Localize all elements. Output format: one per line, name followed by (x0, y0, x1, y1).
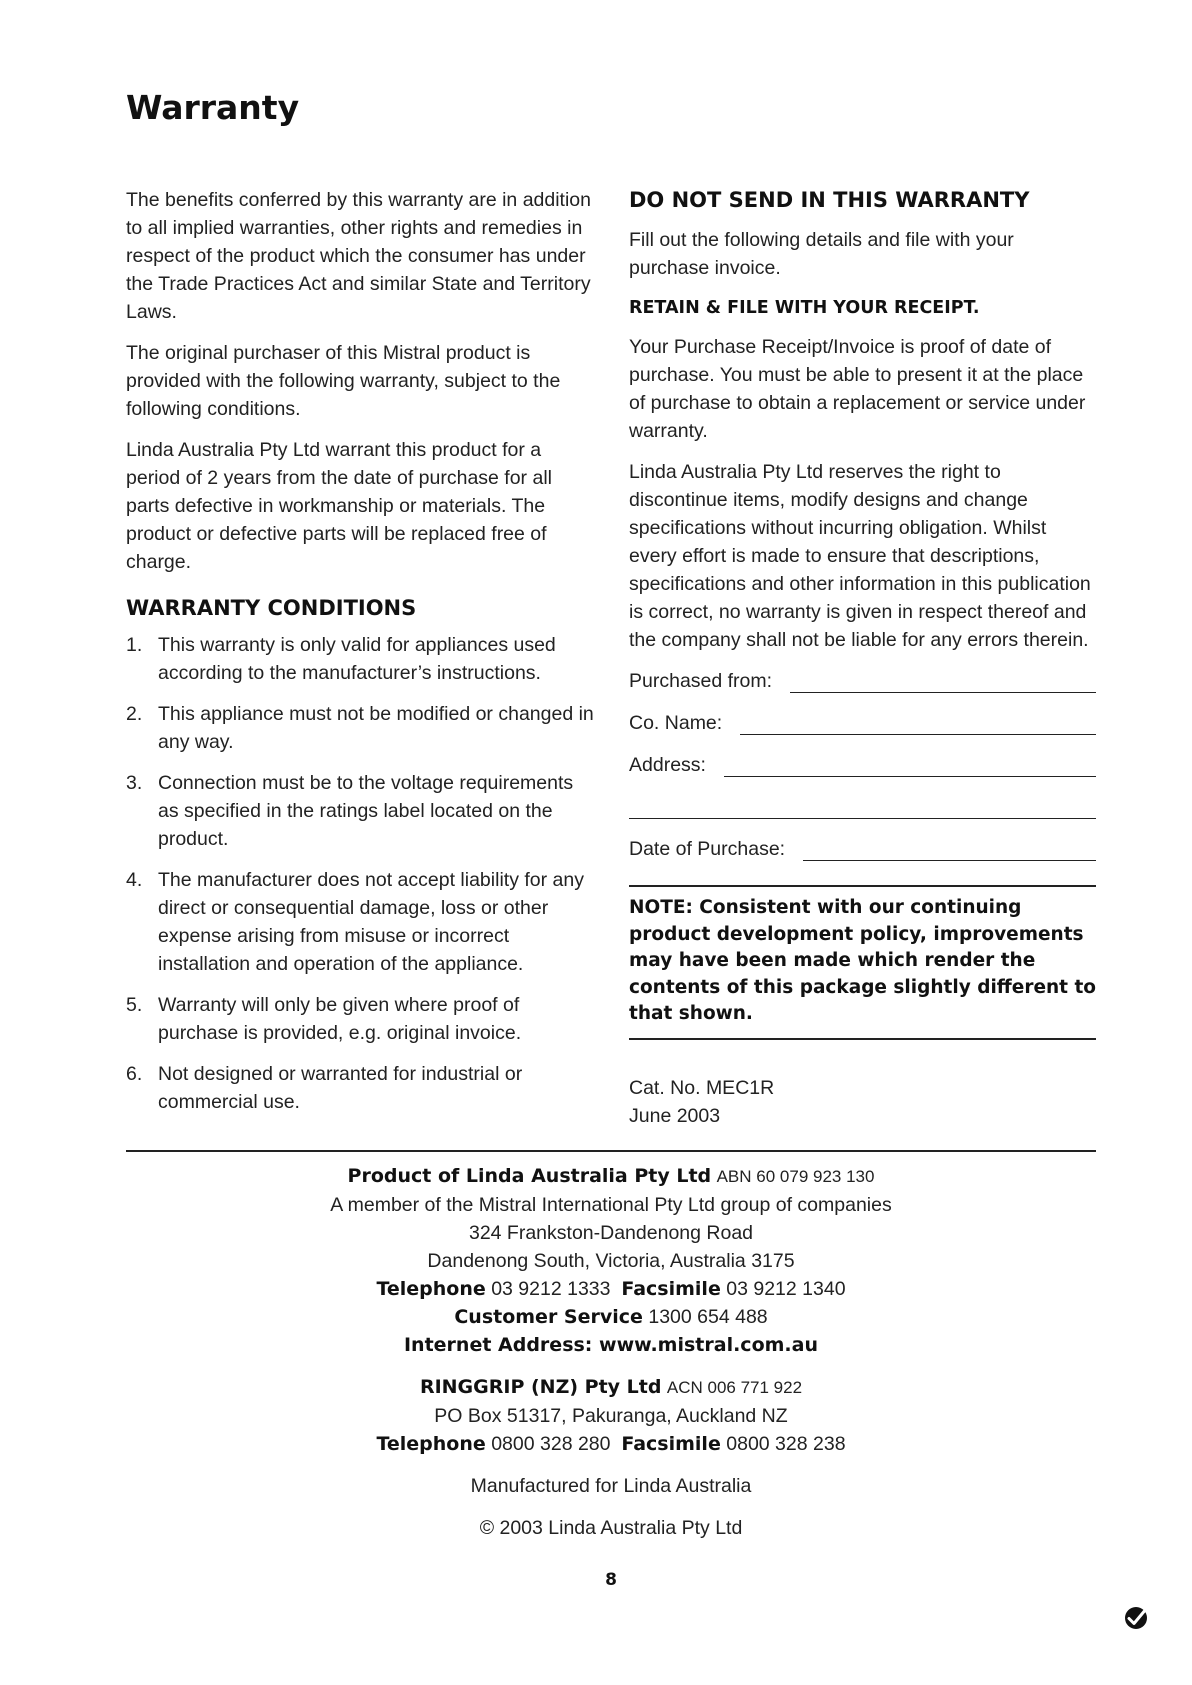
retain-heading: RETAIN & FILE WITH YOUR RECEIPT. (629, 298, 980, 318)
nz-po-box: PO Box 51317, Pakuranga, Auckland NZ (434, 1405, 788, 1427)
condition-number: 5. (126, 994, 143, 1016)
address-second-field[interactable] (629, 793, 1096, 821)
warranty-right-column (629, 186, 1096, 1130)
address-second-line[interactable] (629, 818, 1096, 819)
internet-address-line[interactable] (126, 1331, 1096, 1359)
condition-item (126, 769, 594, 853)
original-purchaser-paragraph: The original purchaser of this Mistral product is provided with the following warranty, subject to the following conditions. (126, 342, 561, 420)
do-not-send-heading: DO NOT SEND IN THIS WARRANTY (629, 188, 1030, 212)
condition-text: This warranty is only valid for appliances used according to the manufacturer’s instructions. (158, 634, 556, 684)
condition-item (126, 631, 594, 687)
co-name-line[interactable] (740, 734, 1096, 735)
group-member-line: A member of the Mistral International Pty Ltd group of companies (330, 1194, 892, 1216)
telephone-label: Telephone (376, 1278, 486, 1300)
company-footer (126, 1162, 1096, 1542)
condition-item (126, 700, 594, 756)
purchased-from-field[interactable] (629, 667, 1096, 695)
nz-company-name: RINGGRIP (NZ) Pty Ltd (419, 1376, 662, 1398)
date-of-purchase-label: Date of Purchase: (629, 838, 786, 860)
internet-address[interactable]: Internet Address: www.mistral.com.au (403, 1334, 818, 1356)
product-of-line (126, 1162, 1096, 1191)
co-name-field[interactable] (629, 709, 1096, 737)
nz-telephone: 0800 328 280 (491, 1433, 611, 1455)
condition-number: 6. (126, 1063, 143, 1085)
condition-number: 2. (126, 703, 143, 725)
condition-item (126, 991, 594, 1047)
nz-facsimile: 0800 328 238 (726, 1433, 846, 1455)
warranty-left-column (126, 186, 594, 1129)
facsimile-label: Facsimile (621, 1278, 721, 1300)
address-field[interactable] (629, 751, 1096, 779)
condition-text: Warranty will only be given where proof of purchase is provided, e.g. original invoice. (158, 994, 522, 1044)
condition-text: The manufacturer does not accept liability for any direct or consequential damage, loss or other expense arising from misuse or incorrect installation and operation of the appliance. (158, 869, 584, 975)
condition-number: 1. (126, 634, 143, 656)
receipt-proof-paragraph: Your Purchase Receipt/Invoice is proof of date of purchase. You must be able to present it at the place of purchase to obtain a replacement or service under warranty. (629, 336, 1086, 442)
condition-text: This appliance must not be modified or changed in any way. (158, 703, 594, 753)
condition-item (126, 1060, 594, 1116)
copyright-line: © 2003 Linda Australia Pty Ltd (479, 1517, 743, 1539)
nz-telephone-label: Telephone (376, 1433, 486, 1455)
street-address: 324 Frankston-Dandenong Road (468, 1222, 754, 1244)
compliance-tick-icon (1124, 1606, 1148, 1630)
au-telephone: 03 9212 1333 (491, 1278, 611, 1300)
footer-divider (126, 1150, 1096, 1152)
customer-service-label: Customer Service (454, 1306, 643, 1328)
purchased-from-label: Purchased from: (629, 670, 773, 692)
page-title: Warranty (126, 88, 300, 127)
page-number: 8 (605, 1570, 617, 1590)
warranty-conditions-list (126, 631, 594, 1116)
date-of-purchase-line[interactable] (803, 860, 1096, 861)
nz-company-line (126, 1373, 1096, 1402)
disclaimer-paragraph: Linda Australia Pty Ltd reserves the right to discontinue items, modify designs and change specifications without incurring obligation. Whilst every effort is made to ensure that descriptions, specifications and other information in this publication is correct, no warranty is given in respect thereof and the company shall not be liable for any errors therein. (629, 461, 1091, 651)
customer-service-line (126, 1303, 1096, 1331)
city-address: Dandenong South, Victoria, Australia 3175 (427, 1250, 795, 1272)
condition-number: 4. (126, 869, 143, 891)
customer-service-number: 1300 654 488 (648, 1306, 768, 1328)
abn-number: ABN 60 079 923 130 (716, 1167, 875, 1186)
warranty-conditions-heading: WARRANTY CONDITIONS (126, 596, 417, 620)
catalogue-number: Cat. No. MEC1R (629, 1076, 775, 1099)
au-contact-line (126, 1275, 1096, 1303)
publication-date: June 2003 (629, 1104, 721, 1127)
nz-facsimile-label: Facsimile (621, 1433, 721, 1455)
product-of-company: Product of Linda Australia Pty Ltd (347, 1165, 712, 1187)
date-of-purchase-field[interactable] (629, 835, 1096, 863)
address-line[interactable] (724, 776, 1096, 777)
benefits-paragraph: The benefits conferred by this warranty are in addition to all implied warranties, other rights and remedies in respect of the product which the consumer has under the Trade Practices Act and similar State and Territory Laws. (126, 189, 592, 323)
nz-acn-number: ACN 006 771 922 (666, 1378, 803, 1397)
address-label: Address: (629, 754, 706, 776)
condition-text: Not designed or warranted for industrial or commercial use. (158, 1063, 523, 1113)
condition-text: Connection must be to the voltage requirements as specified in the ratings label located on the product. (158, 772, 574, 850)
product-policy-note: NOTE: Consistent with our continuing product development policy, improvements may have been made which render the contents of this package slightly different to that shown. (629, 885, 1096, 1040)
fill-out-paragraph: Fill out the following details and file with your purchase invoice. (629, 229, 1014, 279)
condition-item (126, 866, 594, 978)
catalogue-info (629, 1074, 1096, 1130)
purchased-from-line[interactable] (790, 692, 1096, 693)
manufactured-for-line: Manufactured for Linda Australia (470, 1475, 752, 1497)
condition-number: 3. (126, 772, 143, 794)
nz-contact-line (126, 1430, 1096, 1458)
co-name-label: Co. Name: (629, 712, 723, 734)
au-facsimile: 03 9212 1340 (726, 1278, 846, 1300)
warranty-period-paragraph: Linda Australia Pty Ltd warrant this product for a period of 2 years from the date of purchase for all parts defective in workmanship or materials. The product or defective parts will be replaced free of charge. (126, 439, 552, 573)
